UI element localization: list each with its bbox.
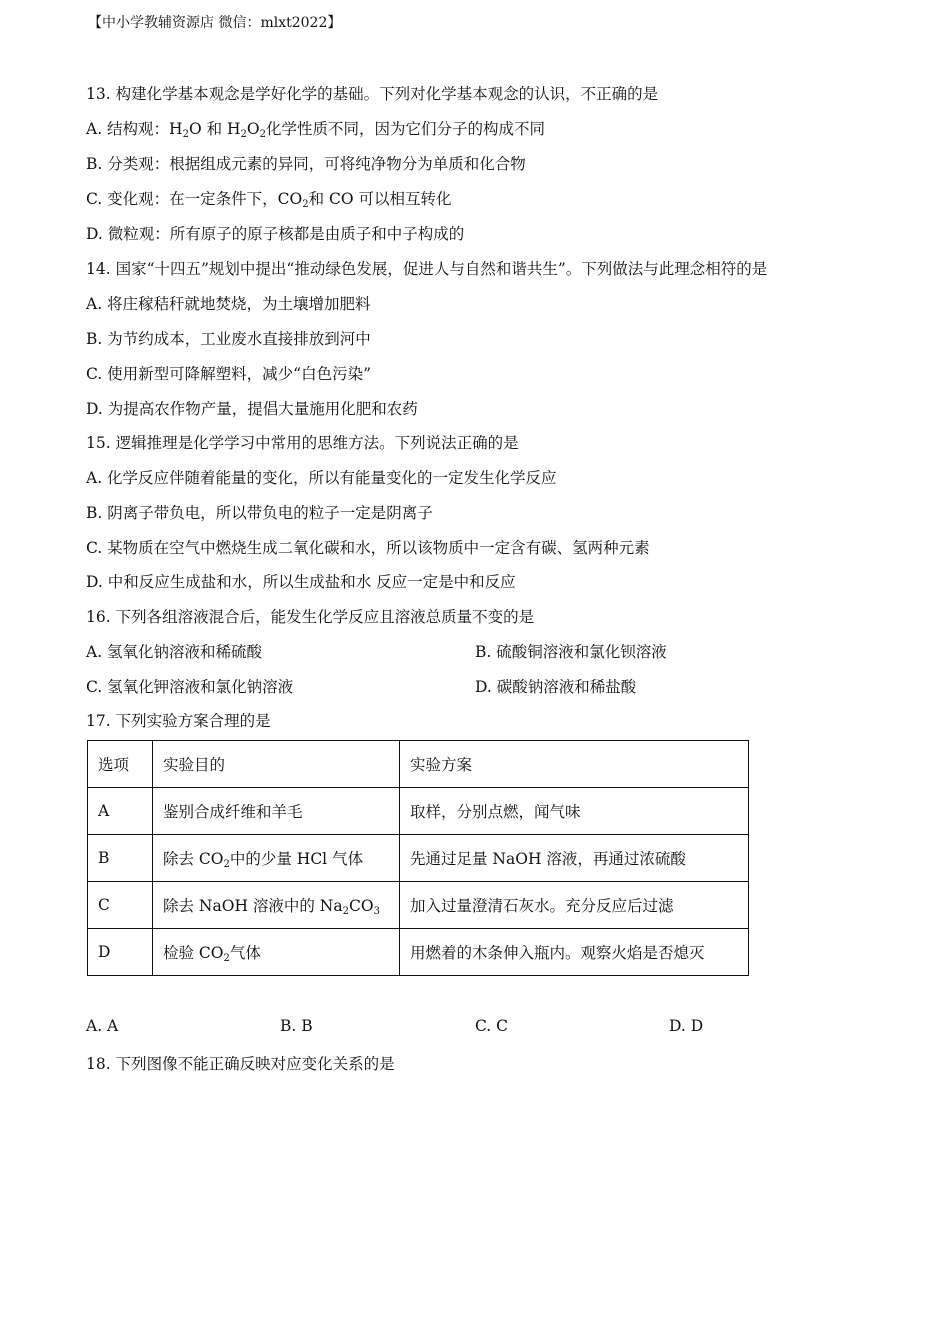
q16-stem: 16. 下列各组溶液混合后，能发生化学反应且溶液总质量不变的是	[86, 608, 535, 626]
table-cell-aim: 鉴别合成纤维和羊毛	[153, 788, 400, 835]
q14-option-a: A. 将庄稼秸秆就地焚烧，为土壤增加肥料	[86, 295, 371, 313]
q16-option-c: C. 氢氧化钾溶液和氯化钠溶液	[86, 678, 294, 696]
table-cell-aim: 除去 $CO_2$中的少量 HCl 气体	[153, 835, 400, 882]
table-cell-option: D	[88, 929, 153, 976]
table-cell-aim: 检验 $CO_2$气体	[153, 929, 400, 976]
q17-experiment-table	[87, 740, 749, 976]
q15-option-b: B. 阴离子带负电，所以带负电的粒子一定是阴离子	[86, 504, 433, 522]
page-header: 【中小学教辅资源店 微信：mlxt2022】	[88, 15, 342, 31]
q13-option-b: B. 分类观：根据组成元素的异同，可将纯净物分为单质和化合物	[86, 155, 526, 173]
table-row	[88, 929, 749, 976]
q14-stem: 14. 国家“十四五”规划中提出“推动绿色发展，促进人与自然和谐共生”。下列做法与此理念相符的是	[86, 260, 768, 278]
q17-answer-b: B. B	[280, 1017, 313, 1035]
q13-stem: 13. 构建化学基本观念是学好化学的基础。下列对化学基本观念的认识，不正确的是	[86, 85, 659, 103]
table-row	[88, 835, 749, 882]
table-cell-plan: 取样，分别点燃，闻气味	[400, 788, 749, 835]
q13-option-a: A. 结构观：$H_2O$ 和 $H_2O_2$化学性质不同，因为它们分子的构成不同	[86, 120, 546, 140]
q17-answer-d: D. D	[669, 1017, 704, 1035]
table-row	[88, 882, 749, 929]
table-row	[88, 788, 749, 835]
q13-option-d: D. 微粒观：所有原子的原子核都是由质子和中子构成的	[86, 225, 465, 243]
q16-option-d: D. 碳酸钠溶液和稀盐酸	[475, 678, 637, 696]
table-header-cell: 实验目的	[153, 741, 400, 788]
table-cell-plan: 加入过量澄清石灰水。充分反应后过滤	[400, 882, 749, 929]
table-cell-plan: 先通过足量 NaOH 溶液，再通过浓硫酸	[400, 835, 749, 882]
q14-option-c: C. 使用新型可降解塑料，减少“白色污染”	[86, 365, 372, 383]
q17-stem: 17. 下列实验方案合理的是	[86, 712, 271, 730]
q14-option-d: D. 为提高农作物产量，提倡大量施用化肥和农药	[86, 400, 418, 418]
q15-option-c: C. 某物质在空气中燃烧生成二氧化碳和水，所以该物质中一定含有碳、氢两种元素	[86, 539, 650, 557]
table-cell-option: B	[88, 835, 153, 882]
q16-option-a: A. 氢氧化钠溶液和稀硫酸	[86, 643, 263, 661]
q15-option-d: D. 中和反应生成盐和水，所以生成盐和水 反应一定是中和反应	[86, 573, 516, 591]
table-cell-plan: 用燃着的木条伸入瓶内。观察火焰是否熄灭	[400, 929, 749, 976]
table-cell-option: C	[88, 882, 153, 929]
table-cell-option: A	[88, 788, 153, 835]
q14-option-b: B. 为节约成本，工业废水直接排放到河中	[86, 330, 371, 348]
table-header-cell: 选项	[88, 741, 153, 788]
q15-option-a: A. 化学反应伴随着能量的变化，所以有能量变化的一定发生化学反应	[86, 469, 557, 487]
q13-option-c: C. 变化观：在一定条件下，$CO_2$和 CO 可以相互转化	[86, 190, 452, 210]
q17-answer-c: C. C	[475, 1017, 509, 1035]
table-header-row	[88, 741, 749, 788]
table-header-cell: 实验方案	[400, 741, 749, 788]
q16-option-b: B. 硫酸铜溶液和氯化钡溶液	[475, 643, 667, 661]
q18-stem: 18. 下列图像不能正确反映对应变化关系的是	[86, 1055, 395, 1073]
q15-stem: 15. 逻辑推理是化学学习中常用的思维方法。下列说法正确的是	[86, 434, 519, 452]
q17-answer-a: A. A	[86, 1017, 119, 1035]
table-cell-aim: 除去 NaOH 溶液中的 $Na_2CO_3$	[153, 882, 400, 929]
